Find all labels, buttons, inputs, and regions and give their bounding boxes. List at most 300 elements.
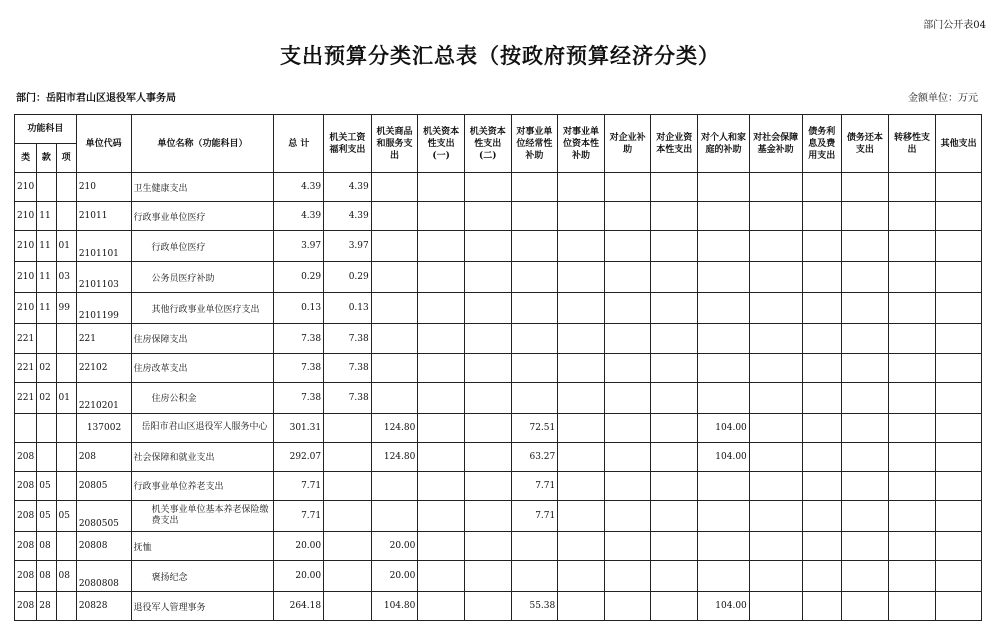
c10-cell (749, 262, 802, 293)
unit-code-header: 单位代码 (76, 115, 131, 173)
col-header-c11: 债务利息及费用支出 (802, 115, 842, 173)
c2-cell: 124.80 (371, 442, 418, 471)
col-header-c6: 对事业单位资本性补助 (558, 115, 605, 173)
total-cell: 301.31 (274, 413, 324, 442)
c8-cell (651, 561, 698, 592)
department-label: 部门：岳阳市君山区退役军人事务局 (16, 93, 176, 104)
c6-cell (558, 471, 605, 500)
unit-code-cell: 137002 (76, 413, 131, 442)
c9-cell (698, 532, 750, 561)
table-row (15, 293, 982, 324)
c10-cell (749, 231, 802, 262)
c14-cell (936, 173, 982, 202)
unit-name-cell: 公务员医疗补助 (131, 262, 274, 293)
xiang-cell (56, 324, 76, 353)
c8-cell (651, 262, 698, 293)
c3-cell (418, 442, 465, 471)
c3-cell (418, 262, 465, 293)
kuan-cell: 11 (37, 231, 56, 262)
c2-cell: 20.00 (371, 532, 418, 561)
c8-cell (651, 293, 698, 324)
c5-cell (511, 561, 558, 592)
c3-cell (418, 501, 465, 532)
c6-cell (558, 324, 605, 353)
c10-cell (749, 532, 802, 561)
xiang-cell (56, 413, 76, 442)
kuan-cell: 28 (37, 592, 56, 621)
c6-cell (558, 293, 605, 324)
c6-cell (558, 202, 605, 231)
c14-cell (936, 442, 982, 471)
c14-cell (936, 532, 982, 561)
c10-cell (749, 592, 802, 621)
c1-cell (324, 471, 372, 500)
c12-cell (842, 262, 889, 293)
c7-cell (604, 262, 651, 293)
c2-cell (371, 324, 418, 353)
col-header-c14: 其他支出 (936, 115, 982, 173)
c2-cell (371, 501, 418, 532)
c10-cell (749, 173, 802, 202)
lei-cell: 221 (15, 324, 37, 353)
total-cell: 4.39 (274, 202, 324, 231)
unit-name-cell: 行政事业单位养老支出 (131, 471, 274, 500)
table-row (15, 471, 982, 500)
table-row (15, 382, 982, 413)
c4-cell (464, 532, 511, 561)
c3-cell (418, 382, 465, 413)
c4-cell (464, 442, 511, 471)
lei-cell: 210 (15, 293, 37, 324)
c10-cell (749, 471, 802, 500)
c3-cell (418, 231, 465, 262)
c8-cell (651, 382, 698, 413)
c1-cell: 0.13 (324, 293, 372, 324)
kuan-cell (37, 442, 56, 471)
c2-cell: 20.00 (371, 561, 418, 592)
c9-cell: 104.00 (698, 413, 750, 442)
total-cell: 7.38 (274, 353, 324, 382)
table-row (15, 413, 982, 442)
unit-code-cell: 20808 (76, 532, 131, 561)
col-header-c8: 对企业资本性支出 (651, 115, 698, 173)
c5-cell: 55.38 (511, 592, 558, 621)
c10-cell (749, 293, 802, 324)
lei-header: 类 (15, 144, 37, 173)
c11-cell (802, 262, 842, 293)
c14-cell (936, 413, 982, 442)
total-cell: 4.39 (274, 173, 324, 202)
table-row (15, 532, 982, 561)
unit-code-cell: 2080505 (76, 501, 131, 532)
c2-cell (371, 353, 418, 382)
c9-cell (698, 173, 750, 202)
c12-cell (842, 442, 889, 471)
c8-cell (651, 231, 698, 262)
unit-name-cell: 抚恤 (131, 532, 274, 561)
xiang-cell (56, 532, 76, 561)
c9-cell (698, 231, 750, 262)
kuan-cell: 08 (37, 561, 56, 592)
c4-cell (464, 293, 511, 324)
c3-cell (418, 471, 465, 500)
c5-cell (511, 231, 558, 262)
c6-cell (558, 592, 605, 621)
lei-cell: 208 (15, 592, 37, 621)
xiang-cell: 01 (56, 231, 76, 262)
unit-code-cell: 2101101 (76, 231, 131, 262)
c4-cell (464, 592, 511, 621)
lei-cell: 208 (15, 532, 37, 561)
kuan-cell: 11 (37, 262, 56, 293)
xiang-cell: 01 (56, 382, 76, 413)
xiang-cell: 08 (56, 561, 76, 592)
total-cell: 0.29 (274, 262, 324, 293)
c5-cell: 7.71 (511, 501, 558, 532)
c5-cell: 63.27 (511, 442, 558, 471)
c8-cell (651, 413, 698, 442)
unit-code-cell: 2101199 (76, 293, 131, 324)
c13-cell (888, 231, 936, 262)
c4-cell (464, 501, 511, 532)
c5-cell (511, 173, 558, 202)
kuan-cell: 08 (37, 532, 56, 561)
c8-cell (651, 353, 698, 382)
table-row (15, 501, 982, 532)
unit-name-cell: 住房改革支出 (131, 353, 274, 382)
c14-cell (936, 353, 982, 382)
c11-cell (802, 293, 842, 324)
c7-cell (604, 413, 651, 442)
c3-cell (418, 592, 465, 621)
total-cell: 0.13 (274, 293, 324, 324)
c1-cell: 0.29 (324, 262, 372, 293)
c5-cell (511, 262, 558, 293)
table-row (15, 231, 982, 262)
c13-cell (888, 592, 936, 621)
c11-cell (802, 231, 842, 262)
c2-cell: 104.80 (371, 592, 418, 621)
c12-cell (842, 501, 889, 532)
c13-cell (888, 532, 936, 561)
table-row (15, 324, 982, 353)
c6-cell (558, 353, 605, 382)
c5-cell: 72.51 (511, 413, 558, 442)
kuan-cell: 02 (37, 382, 56, 413)
c7-cell (604, 592, 651, 621)
kuan-cell: 02 (37, 353, 56, 382)
c6-cell (558, 442, 605, 471)
c1-cell (324, 501, 372, 532)
lei-cell: 208 (15, 442, 37, 471)
form-number: 部门公开表04 (923, 20, 986, 31)
total-cell: 7.71 (274, 501, 324, 532)
c8-cell (651, 173, 698, 202)
c14-cell (936, 471, 982, 500)
c2-cell: 124.80 (371, 413, 418, 442)
c7-cell (604, 471, 651, 500)
unit-code-cell: 21011 (76, 202, 131, 231)
c13-cell (888, 413, 936, 442)
c9-cell (698, 501, 750, 532)
unit-name-cell: 行政单位医疗 (131, 231, 274, 262)
c11-cell (802, 202, 842, 231)
c13-cell (888, 353, 936, 382)
c9-cell: 104.00 (698, 442, 750, 471)
unit-code-cell: 208 (76, 442, 131, 471)
col-header-c9: 对个人和家庭的补助 (698, 115, 750, 173)
c3-cell (418, 293, 465, 324)
c11-cell (802, 501, 842, 532)
xiang-cell (56, 442, 76, 471)
c14-cell (936, 592, 982, 621)
c13-cell (888, 561, 936, 592)
c10-cell (749, 353, 802, 382)
c10-cell (749, 202, 802, 231)
table-row (15, 262, 982, 293)
c7-cell (604, 561, 651, 592)
table-body (15, 173, 982, 621)
kuan-cell (37, 173, 56, 202)
c4-cell (464, 353, 511, 382)
total-cell: 20.00 (274, 561, 324, 592)
total-cell: 264.18 (274, 592, 324, 621)
xiang-cell (56, 592, 76, 621)
table-row (15, 592, 982, 621)
col-header-c3: 机关资本性支出(一) (418, 115, 465, 173)
unit-name-cell: 褒扬纪念 (131, 561, 274, 592)
unit-code-cell: 210 (76, 173, 131, 202)
unit-name-cell: 岳阳市君山区退役军人服务中心 (131, 413, 274, 442)
lei-cell: 210 (15, 202, 37, 231)
lei-cell: 208 (15, 561, 37, 592)
c2-cell (371, 231, 418, 262)
c1-cell: 7.38 (324, 324, 372, 353)
xiang-cell (56, 353, 76, 382)
c14-cell (936, 382, 982, 413)
c1-cell (324, 532, 372, 561)
c11-cell (802, 442, 842, 471)
kuan-header: 款 (37, 144, 56, 173)
xiang-cell: 03 (56, 262, 76, 293)
c6-cell (558, 173, 605, 202)
unit-code-cell: 22102 (76, 353, 131, 382)
c6-cell (558, 532, 605, 561)
c12-cell (842, 202, 889, 231)
c6-cell (558, 231, 605, 262)
c14-cell (936, 262, 982, 293)
c11-cell (802, 561, 842, 592)
c1-cell: 3.97 (324, 231, 372, 262)
c12-cell (842, 324, 889, 353)
c2-cell (371, 202, 418, 231)
c2-cell (371, 262, 418, 293)
c11-cell (802, 353, 842, 382)
kuan-cell (37, 324, 56, 353)
c9-cell (698, 293, 750, 324)
total-cell: 3.97 (274, 231, 324, 262)
unit-name-cell: 社会保障和就业支出 (131, 442, 274, 471)
c3-cell (418, 532, 465, 561)
c1-cell: 4.39 (324, 202, 372, 231)
c13-cell (888, 471, 936, 500)
c4-cell (464, 413, 511, 442)
c5-cell: 7.71 (511, 471, 558, 500)
c6-cell (558, 262, 605, 293)
col-header-c13: 转移性支出 (888, 115, 936, 173)
xiang-cell (56, 173, 76, 202)
col-header-c1: 机关工资福利支出 (324, 115, 372, 173)
c3-cell (418, 202, 465, 231)
c7-cell (604, 202, 651, 231)
c14-cell (936, 202, 982, 231)
lei-cell: 208 (15, 501, 37, 532)
xiang-cell (56, 471, 76, 500)
lei-cell: 210 (15, 173, 37, 202)
c14-cell (936, 293, 982, 324)
unit-code-cell: 2080808 (76, 561, 131, 592)
c8-cell (651, 442, 698, 471)
c5-cell (511, 353, 558, 382)
c1-cell (324, 561, 372, 592)
c10-cell (749, 442, 802, 471)
kuan-cell: 11 (37, 202, 56, 231)
c7-cell (604, 324, 651, 353)
c8-cell (651, 324, 698, 353)
c7-cell (604, 532, 651, 561)
c10-cell (749, 324, 802, 353)
amount-unit-label: 金额单位：万元 (908, 93, 978, 104)
c11-cell (802, 173, 842, 202)
c13-cell (888, 382, 936, 413)
c4-cell (464, 262, 511, 293)
unit-name-cell: 卫生健康支出 (131, 173, 274, 202)
c9-cell: 104.00 (698, 592, 750, 621)
c11-cell (802, 592, 842, 621)
total-cell: 292.07 (274, 442, 324, 471)
c9-cell (698, 202, 750, 231)
c7-cell (604, 382, 651, 413)
col-header-c10: 对社会保障基金补助 (749, 115, 802, 173)
c14-cell (936, 231, 982, 262)
c4-cell (464, 471, 511, 500)
unit-code-cell: 2210201 (76, 382, 131, 413)
c8-cell (651, 471, 698, 500)
c6-cell (558, 413, 605, 442)
c1-cell: 4.39 (324, 173, 372, 202)
c14-cell (936, 501, 982, 532)
total-cell: 7.71 (274, 471, 324, 500)
col-header-c4: 机关资本性支出(二) (464, 115, 511, 173)
c13-cell (888, 501, 936, 532)
c11-cell (802, 413, 842, 442)
c4-cell (464, 173, 511, 202)
c4-cell (464, 561, 511, 592)
unit-name-cell: 退役军人管理事务 (131, 592, 274, 621)
c4-cell (464, 202, 511, 231)
c10-cell (749, 382, 802, 413)
c5-cell (511, 202, 558, 231)
unit-code-cell: 221 (76, 324, 131, 353)
c12-cell (842, 353, 889, 382)
c3-cell (418, 173, 465, 202)
c4-cell (464, 382, 511, 413)
c1-cell (324, 413, 372, 442)
c2-cell (371, 382, 418, 413)
unit-code-cell: 20828 (76, 592, 131, 621)
c2-cell (371, 471, 418, 500)
c5-cell (511, 532, 558, 561)
c12-cell (842, 173, 889, 202)
c13-cell (888, 324, 936, 353)
c3-cell (418, 413, 465, 442)
kuan-cell: 11 (37, 293, 56, 324)
xiang-cell (56, 202, 76, 231)
c1-cell (324, 442, 372, 471)
unit-name-cell: 行政事业单位医疗 (131, 202, 274, 231)
kuan-cell: 05 (37, 501, 56, 532)
c13-cell (888, 173, 936, 202)
lei-cell: 208 (15, 471, 37, 500)
unit-name-cell: 机关事业单位基本养老保险缴费支出 (131, 501, 274, 532)
c2-cell (371, 173, 418, 202)
c4-cell (464, 324, 511, 353)
total-cell: 20.00 (274, 532, 324, 561)
unit-name-cell: 住房保障支出 (131, 324, 274, 353)
c1-cell (324, 592, 372, 621)
c9-cell (698, 262, 750, 293)
c8-cell (651, 532, 698, 561)
col-header-c7: 对企业补助 (604, 115, 651, 173)
table-row (15, 202, 982, 231)
c5-cell (511, 293, 558, 324)
c5-cell (511, 324, 558, 353)
c7-cell (604, 231, 651, 262)
c2-cell (371, 293, 418, 324)
lei-cell: 210 (15, 231, 37, 262)
unit-code-cell: 20805 (76, 471, 131, 500)
budget-table (14, 114, 982, 621)
c9-cell (698, 382, 750, 413)
table-row (15, 561, 982, 592)
c3-cell (418, 324, 465, 353)
c8-cell (651, 592, 698, 621)
c12-cell (842, 561, 889, 592)
c11-cell (802, 324, 842, 353)
c14-cell (936, 561, 982, 592)
total-cell: 7.38 (274, 382, 324, 413)
c4-cell (464, 231, 511, 262)
c14-cell (936, 324, 982, 353)
c7-cell (604, 501, 651, 532)
c7-cell (604, 293, 651, 324)
table-row (15, 173, 982, 202)
c1-cell: 7.38 (324, 382, 372, 413)
c11-cell (802, 471, 842, 500)
kuan-cell (37, 413, 56, 442)
unit-name-header: 单位名称（功能科目） (131, 115, 274, 173)
unit-name-cell: 住房公积金 (131, 382, 274, 413)
c12-cell (842, 231, 889, 262)
c5-cell (511, 382, 558, 413)
c12-cell (842, 532, 889, 561)
c12-cell (842, 382, 889, 413)
c1-cell: 7.38 (324, 353, 372, 382)
c7-cell (604, 442, 651, 471)
c13-cell (888, 262, 936, 293)
c12-cell (842, 293, 889, 324)
total-header: 总 计 (274, 115, 324, 173)
